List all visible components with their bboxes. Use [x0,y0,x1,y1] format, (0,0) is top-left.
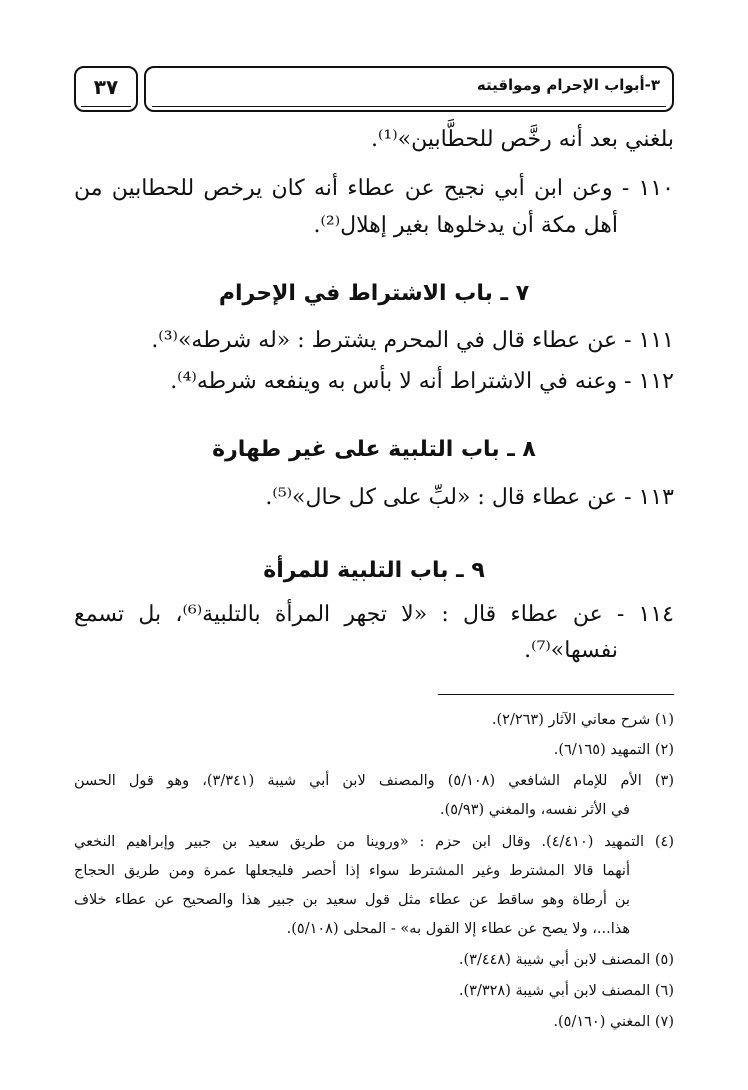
footnote: (٧) المغني (٥/١٦٠). [553,1014,674,1030]
footnote-continuation: أنهما قالا المشترط وغير المشترط سواء إذا أحصر فليجعلها عمرة ومن طريق الحجاج [74,863,630,879]
text-line: ١١٢ - وعنه في الاشتراط أنه لا بأس به وينفعه شرطه⁽⁴⁾. [170,369,674,394]
header-title-frame [144,66,674,112]
footnote: (١) شرح معاني الآثار (٢/٢٦٣). [491,712,674,728]
footnote: (٤) التمهيد (٤/٤١٠). وقال ابن حزم : «وروينا من طريق سعيد بن جبير وإبراهيم النخعي [74,834,674,850]
footnote: (٣) الأم للإمام الشافعي (٥/١٠٨) والمصنف لابن أبي شيبة (٣/٣٤١)، وهو قول الحسن [74,773,674,789]
text-line: أهل مكة أن يدخلوها بغير إهلال⁽²⁾. [313,213,618,238]
footnote: (٢) التمهيد (٦/١٦٥). [553,742,674,758]
footnote-continuation: بن أرطاة وهو ساقط عن عطاء مثل قول سعيد بن جبير هذا والصحيح عن عطاء خلاف [74,892,630,908]
footnote-continuation: هذا...، ولا يصح عن عطاء إلا القول به» - المحلى (٥/١٠٨). [286,921,630,937]
text-line: ١١٣ - عن عطاء قال : «لبِّ على كل حال»⁽⁵⁾. [265,485,674,510]
section-heading: ٧ ـ باب الاشتراط في الإحرام [218,281,530,306]
section-heading: ٨ ـ باب التلبية على غير طهارة [212,437,536,462]
text-line: ١١١ - عن عطاء قال في المحرم يشترط : «له شرطه»⁽³⁾. [151,328,674,353]
text-line: ١١٤ - عن عطاء قال : «لا تجهر المرأة بالتلبية⁽⁶⁾، بل تسمع [74,602,674,627]
page-number-frame [74,66,138,112]
header-title: ٣-أبواب الإحرام ومواقيته [476,76,660,94]
running-header [74,66,674,112]
text-line: بلغني بعد أنه رخَّص للحطَّابين»⁽¹⁾. [370,127,674,152]
footnote-continuation: في الأثر نفسه، والمغني (٥/٩٣). [439,802,630,818]
page-number: ٣٧ [93,75,119,99]
section-heading: ٩ ـ باب التلبية للمرأة [263,558,485,583]
text-line: ١١٠ - وعن ابن أبي نجيح عن عطاء أنه كان يرخص للحطابين من [74,176,674,201]
text-line: نفسها»⁽⁷⁾. [524,638,618,663]
footnote: (٦) المصنف لابن أبي شيبة (٣/٣٢٨). [458,983,674,999]
footnote: (٥) المصنف لابن أبي شيبة (٣/٤٤٨). [458,952,674,968]
footnote-separator [438,694,674,695]
